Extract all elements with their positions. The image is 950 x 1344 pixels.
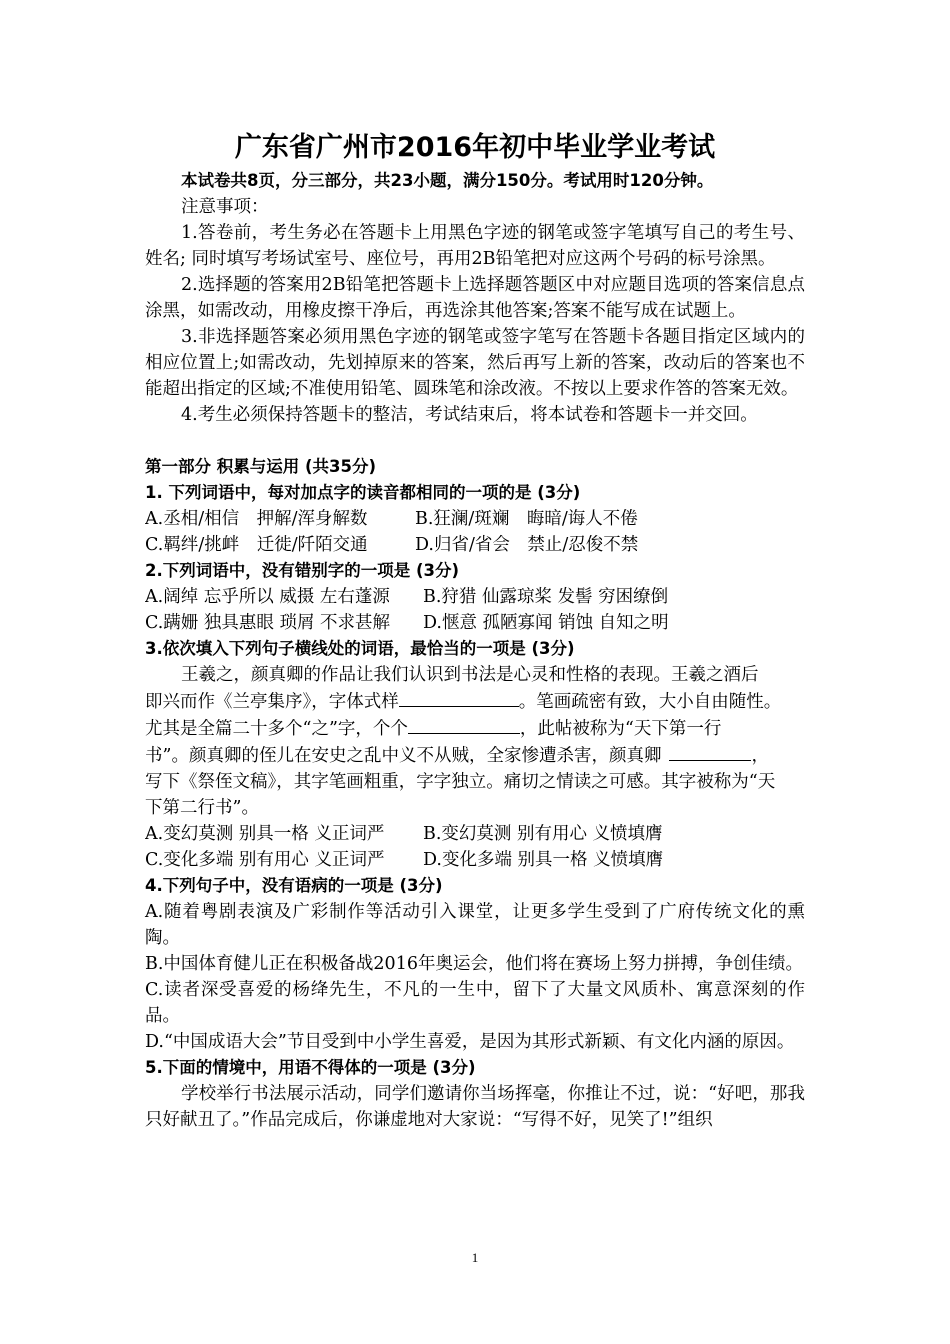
question-3-stem: 3.依次填入下列句子横线处的词语，最恰当的一项是 (3分) (145, 639, 575, 658)
option-a: A.随着粤剧表演及广彩制作等活动引入课堂，让更多学生受到了广府传统文化的熏陶。 (145, 902, 805, 948)
option-a: A.阔绰 忘乎所以 威摄 左右蓬源 (145, 587, 390, 607)
question-2-stem: 2.下列词语中，没有错别字的一项是 (3分) (145, 561, 460, 580)
question-3-options-ab (145, 821, 805, 847)
question-4-stem: 4.下列句子中，没有语病的一项是 (3分) (145, 876, 443, 895)
exam-page (145, 128, 805, 1133)
question-3-options-cd (145, 847, 805, 873)
option-d: D.变化多端 别具一格 义愤填膺 (423, 850, 664, 870)
option-c: C.蹒姗 独具惠眼 琐屑 不求甚解 (145, 613, 391, 633)
question-3-text: 下第二行书”。 (145, 798, 259, 818)
question-1-stem: 1. 下列词语中，每对加点字的读音都相同的一项的是 (3分) (145, 483, 581, 502)
option-b: B.中国体育健儿正在积极备战2016年奥运会，他们将在赛场上努力拼搏，争创佳绩。 (145, 954, 803, 974)
answer-blank (669, 742, 751, 761)
question-2-options-cd (145, 610, 805, 636)
option-c: C.读者深受喜爱的杨绛先生，不凡的一生中，留下了大量文风质朴、寓意深刻的作品。 (145, 980, 805, 1026)
question-1-options-cd (145, 532, 805, 558)
option-d: D.归省/省会 禁止/忍俊不禁 (415, 535, 639, 555)
option-c: C.变化多端 别有用心 义正词严 (145, 850, 385, 870)
option-d: D.惬意 孤陋寡闻 销蚀 自知之明 (423, 613, 669, 633)
question-5-text: 学校举行书法展示活动，同学们邀请你当场挥毫，你推让不过，说：“好吧，那我只好献丑了。”作品完成后，你谦虚地对大家说：“写得不好，见笑了!”组织 (145, 1084, 805, 1130)
page-title: 广东省广州市2016年初中毕业学业考试 (234, 132, 716, 163)
notice-heading: 注意事项： (181, 197, 269, 217)
question-2-options-ab (145, 584, 805, 610)
exam-intro: 本试卷共8页，分三部分，共23小题，满分150分。考试用时120分钟。 (181, 171, 714, 190)
option-b: B.变幻莫测 别有用心 义愤填膺 (423, 824, 663, 844)
question-3-text: 书”。颜真卿的侄儿在安史之乱中义不从贼，全家惨遭杀害，颜真卿 ， (145, 742, 805, 769)
answer-blank (408, 715, 520, 734)
notice-item: 3.非选择题答案必须用黑色字迹的钢笔或签字笔写在答题卡各题目指定区域内的相应位置上;如需改动，先划掉原来的答案，然后再写上新的答案，改动后的答案也不能超出指定的区域;不准使用铅笔、圆珠笔和涂改液。不按以上要求作答的答案无效。 (145, 327, 805, 399)
option-a: A.丞相/相信 押解/浑身解数 (145, 509, 368, 529)
option-b: B.狩猎 仙露琼桨 发髻 穷困缭倒 (423, 587, 669, 607)
question-5-stem: 5.下面的情境中，用语不得体的一项是 (3分) (145, 1058, 476, 1077)
question-3-text: 王羲之，颜真卿的作品让我们认识到书法是心灵和性格的表现。王羲之酒后 (181, 665, 759, 685)
option-a: A.变幻莫测 别具一格 义正词严 (145, 824, 385, 844)
question-3-text: 尤其是全篇二十多个“之”字，个个 ，此帖被称为“天下第一行 (145, 715, 805, 742)
option-d: D.“中国成语大会”节目受到中小学生喜爱，是因为其形式新颖、有文化内涵的原因。 (145, 1032, 795, 1052)
question-3-text: 写下《祭侄文稿》，其字笔画粗重，字字独立。痛切之情读之可感。其字被称为“天 (145, 772, 776, 792)
notice-item: 4.考生必须保持答题卡的整洁，考试结束后，将本试卷和答题卡一并交回。 (181, 405, 758, 425)
option-b: B.狂澜/斑斓 晦暗/诲人不倦 (415, 509, 638, 529)
part-heading: 第一部分 积累与运用 (共35分) (145, 457, 377, 476)
question-3-text: 即兴而作《兰亭集序》，字体式样 。笔画疏密有致，大小自由随性。 (145, 688, 805, 715)
answer-blank (399, 688, 519, 707)
question-1-options-ab (145, 506, 805, 532)
notice-item: 2.选择题的答案用2B铅笔把答题卡上选择题答题区中对应题目选项的答案信息点涂黑，如需改动，用橡皮擦干净后，再选涂其他答案;答案不能写成在试题上。 (145, 275, 805, 321)
notice-item: 1.答卷前，考生务必在答题卡上用黑色字迹的钢笔或签字笔填写自己的考生号、姓名; 同时填写考场试室号、座位号，再用2B铅笔把对应这两个号码的标号涂黑。 (145, 223, 805, 269)
page-number: 1 (471, 1250, 479, 1265)
option-c: C.羁绊/挑衅 迁徙/阡陌交通 (145, 535, 368, 555)
